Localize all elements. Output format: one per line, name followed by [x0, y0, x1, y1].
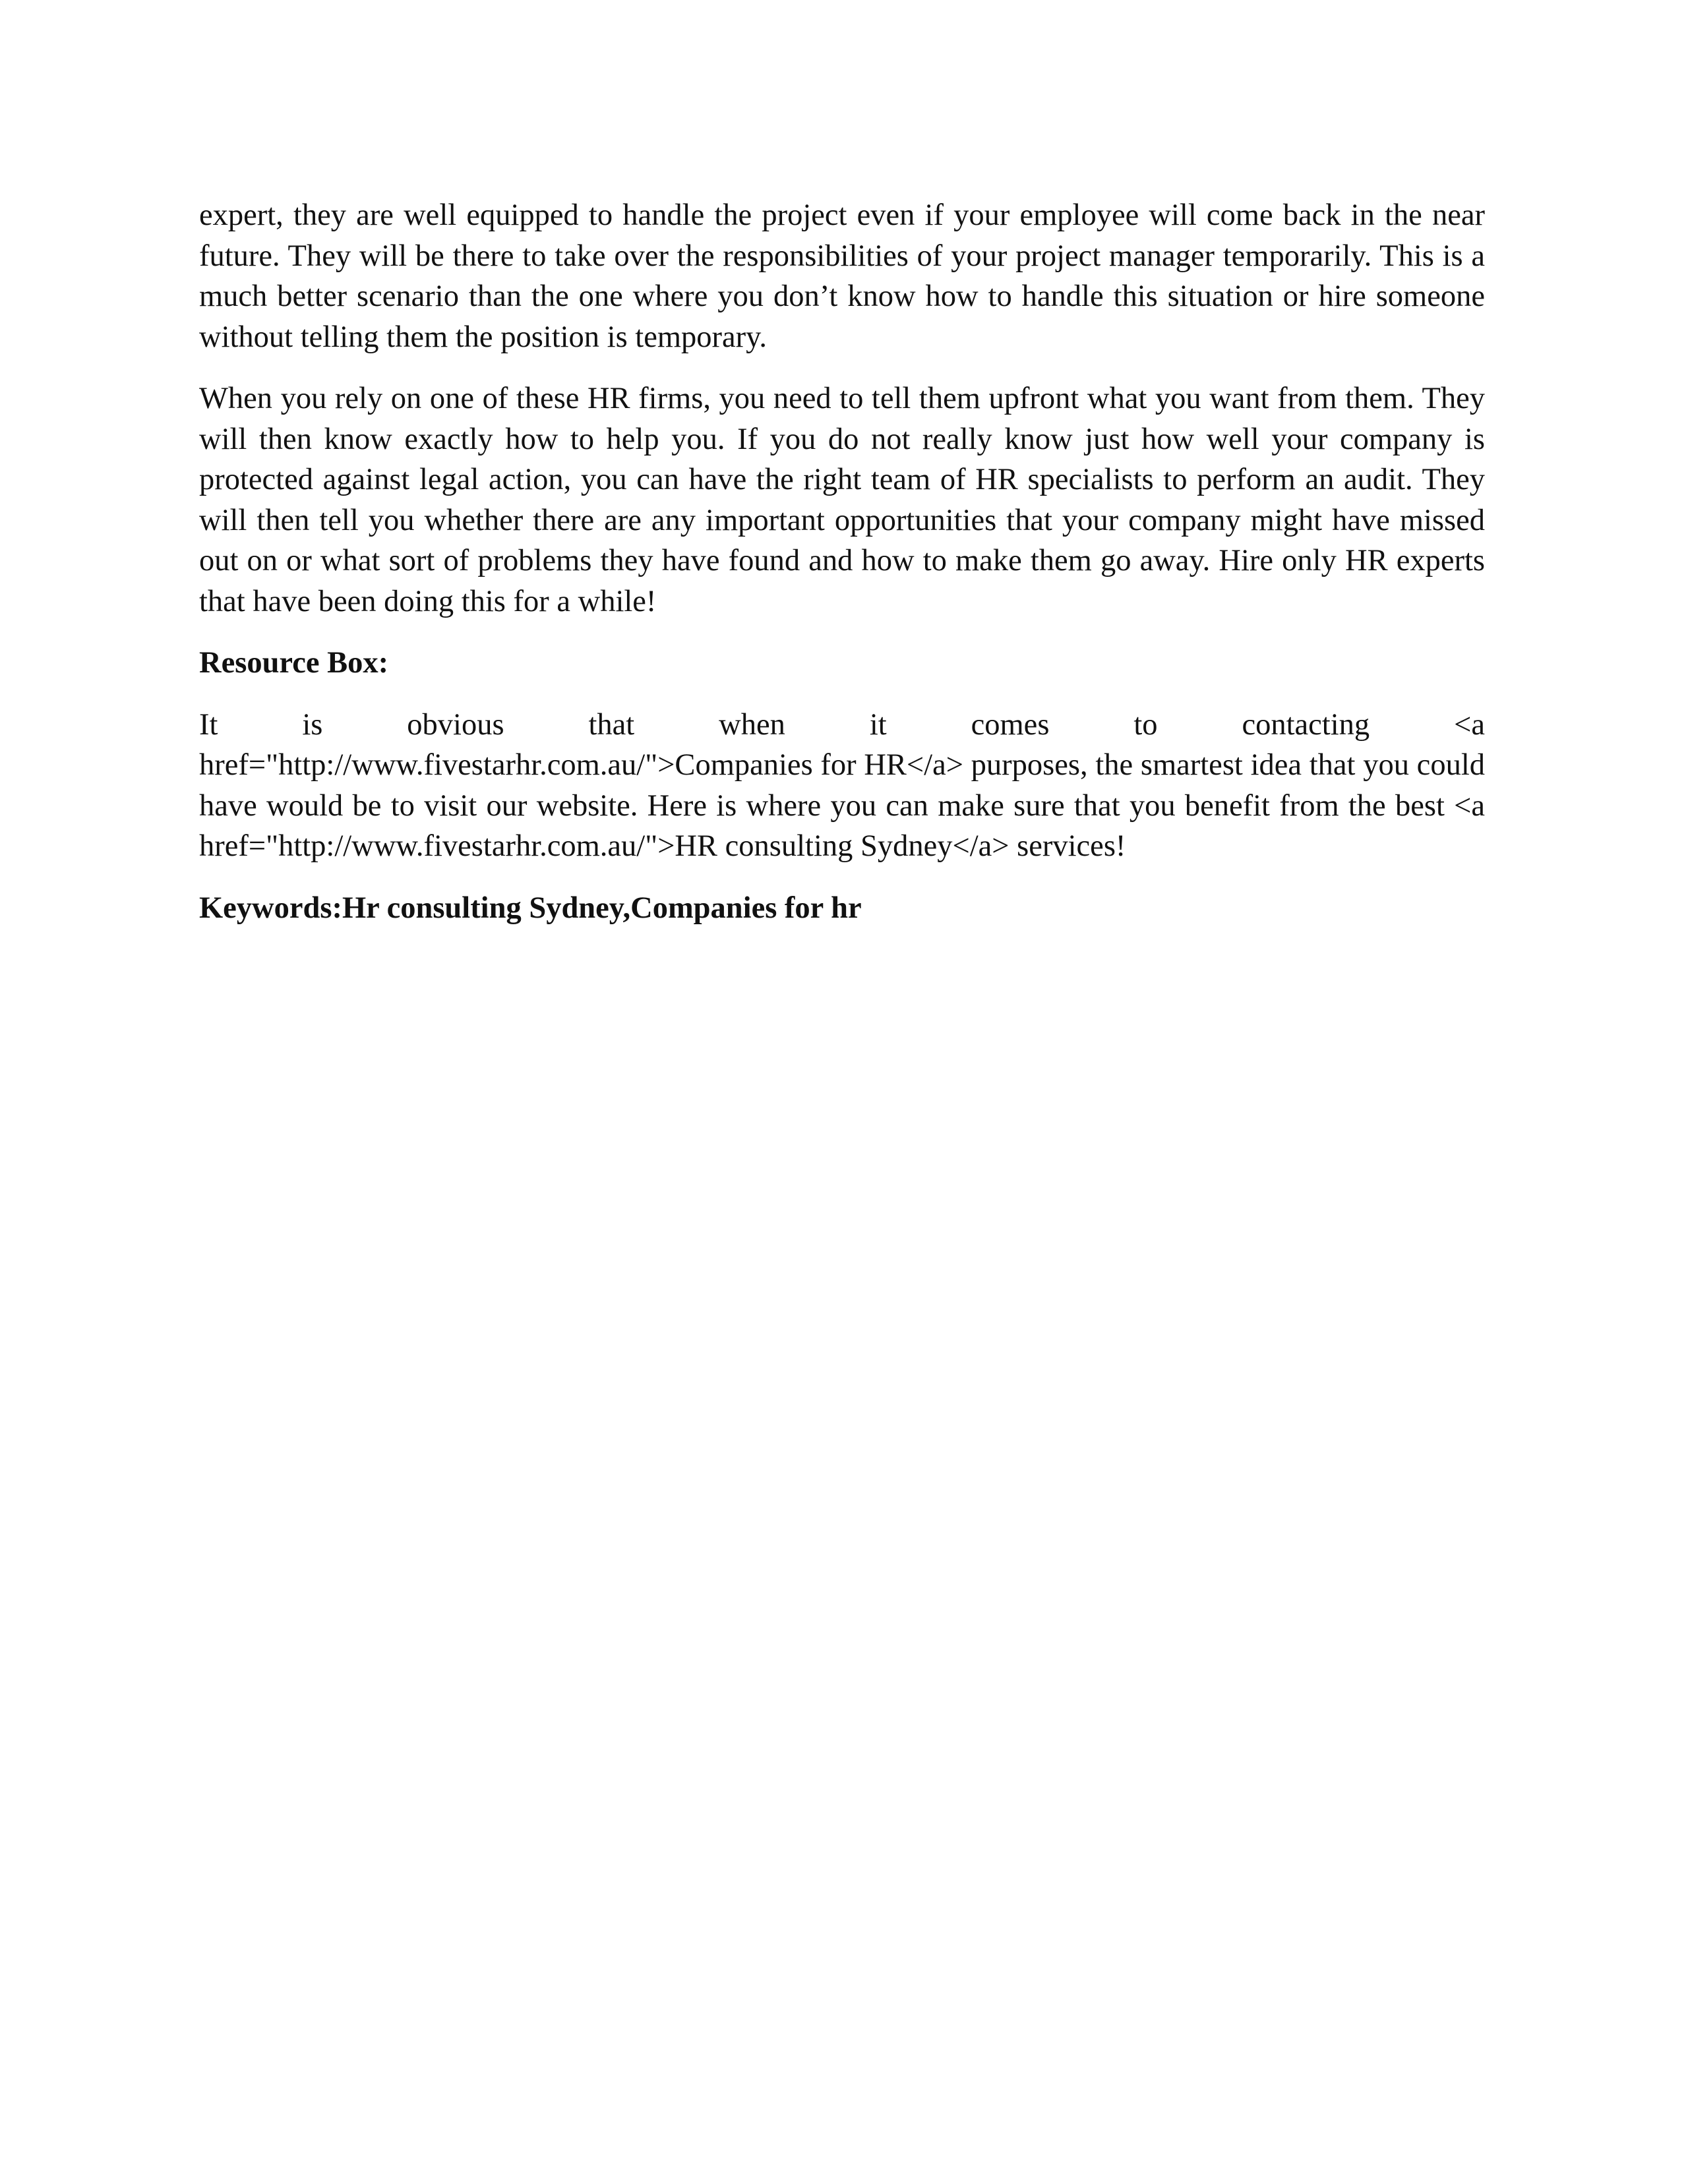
resource-box-heading: Resource Box: [199, 646, 389, 680]
resource-word: comes [971, 707, 1050, 742]
resource-word: It [199, 707, 218, 742]
resource-word: to [1133, 707, 1158, 742]
body-paragraph-1: expert, they are well equipped to handle the project even if your employee will come back in the near future. They will be there to take over the responsibilities of your project manager temporarily. This is a much better scenario than the one where you don’t know how to handle this situation or hire someone without telling them the position is temporary. [199, 198, 1485, 354]
keywords-line: Keywords:Hr consulting Sydney,Companies for hr [199, 891, 862, 925]
resource-word: obvious [407, 707, 504, 742]
resource-box-text: href="http://www.fivestarhr.com.au/">Companies for HR</a> purposes, the smartest idea that you could have would be to visit our website. Here is where you can make sure that you benefit from the best <a href="http://www.fivestarhr.com.au/">HR consulting Sydney</a> services! [199, 748, 1485, 863]
resource-word: that [588, 707, 635, 742]
document-body [199, 195, 1485, 928]
resource-box-paragraph [199, 705, 1485, 867]
resource-word: <a [1454, 707, 1485, 742]
resource-word: it [869, 707, 887, 742]
resource-box-first-line [199, 705, 1485, 746]
resource-word: when [719, 707, 785, 742]
resource-word: is [302, 707, 323, 742]
resource-word: contacting [1242, 707, 1370, 742]
body-paragraph-2: When you rely on one of these HR firms, you need to tell them upfront what you want from them. They will then know exactly how to help you. If you do not really know just how well your company is protected against legal action, you can have the right team of HR specialists to perform an audit. They will then tell you whether there are any important opportunities that your company might have missed out on or what sort of problems they have found and how to make them go away. Hire only HR experts that have been doing this for a while! [199, 382, 1485, 618]
